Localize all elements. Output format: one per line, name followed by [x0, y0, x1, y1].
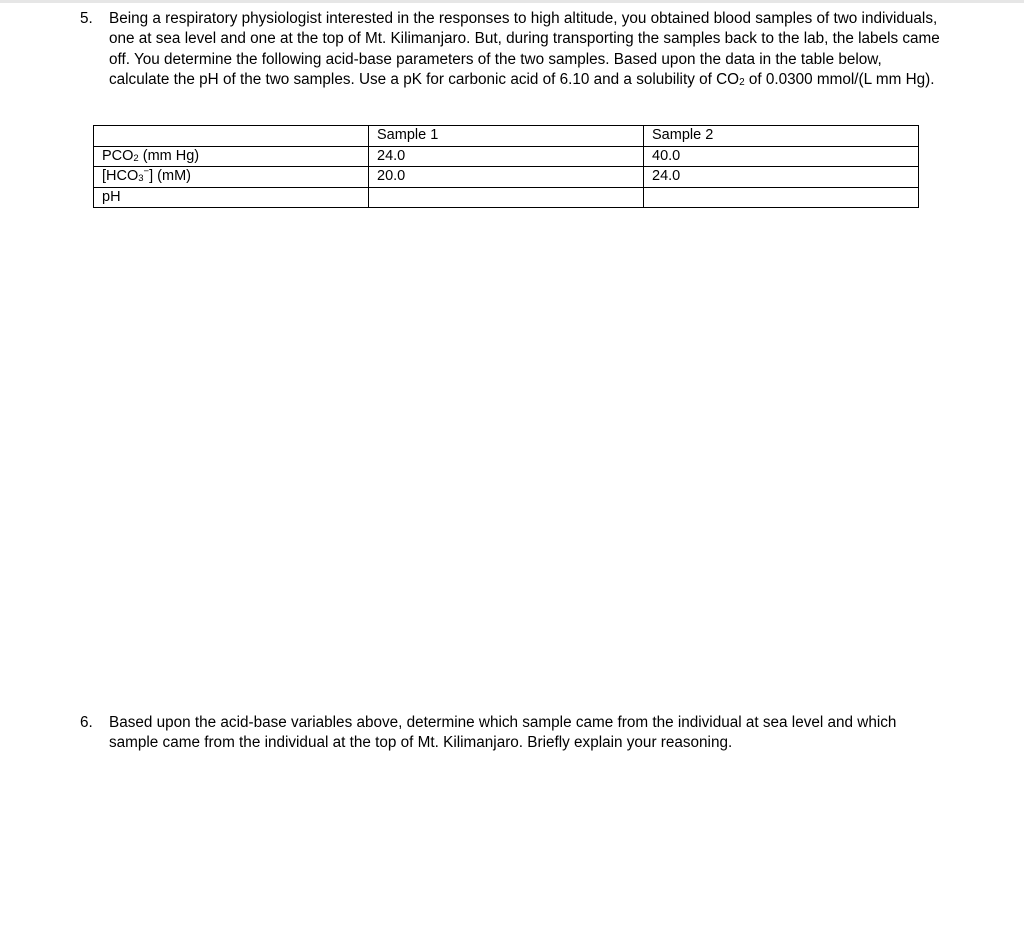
row-label-hco3-tail: ] (mM): [149, 168, 191, 184]
row-label-ph: pH: [94, 187, 369, 208]
question-5-co2-subscript: 2: [739, 76, 745, 88]
question-5-number: 5.: [80, 10, 93, 27]
row-label-pco2: [94, 146, 369, 167]
table-header-row: [94, 126, 919, 147]
header-cell-sample-1: Sample 1: [369, 126, 644, 147]
table-row-ph: [94, 187, 919, 208]
row-label-pco2-sub: 2: [133, 152, 139, 164]
cell-pco2-sample-1: 24.0: [369, 146, 644, 167]
row-label-hco3: [94, 167, 369, 188]
table-row-hco3: [94, 167, 919, 188]
row-label-hco3-sub: 3: [138, 173, 144, 184]
question-5-text-part2: of 0.0300 mmol/(L mm Hg).: [744, 70, 935, 88]
row-label-pco2-main: PCO: [102, 147, 134, 164]
cell-hco3-sample-1: 20.0: [369, 167, 644, 188]
header-cell-empty: [94, 126, 369, 147]
cell-hco3-sample-2: 24.0: [644, 167, 919, 188]
question-5-text: [109, 9, 940, 90]
question-5: [80, 9, 940, 90]
acid-base-table: [93, 125, 919, 208]
header-cell-sample-2: Sample 2: [644, 126, 919, 147]
top-divider: [0, 0, 1024, 3]
question-5-text-part1: Being a respiratory physiologist interested in the responses to high altitude, you obtained blood samples of two individuals, one at sea level and one at the top of Mt. Kilimanjaro. But, during transporting the samples back to the lab, the labels came off. You determine the following acid-base parameters of the two samples. Based upon the data in the table below, calculate the pH of the two samples. Use a pK for carbonic acid of 6.10 and a solubility of CO: [109, 10, 940, 88]
row-label-hco3-main: [HCO: [102, 168, 139, 184]
question-6-text: Based upon the acid-base variables above, determine which sample came from the individual at sea level and which sample came from the individual at the top of Mt. Kilimanjaro. Briefly explain your reasoning.: [109, 714, 897, 752]
row-label-hco3-sup: −: [143, 166, 150, 178]
question-6: [80, 713, 940, 754]
cell-ph-sample-1: [369, 187, 644, 208]
table-row-pco2: [94, 146, 919, 167]
row-label-pco2-tail: (mm Hg): [138, 147, 200, 164]
cell-ph-sample-2: [644, 187, 919, 208]
question-6-number: 6.: [80, 714, 93, 731]
cell-pco2-sample-2: 40.0: [644, 146, 919, 167]
